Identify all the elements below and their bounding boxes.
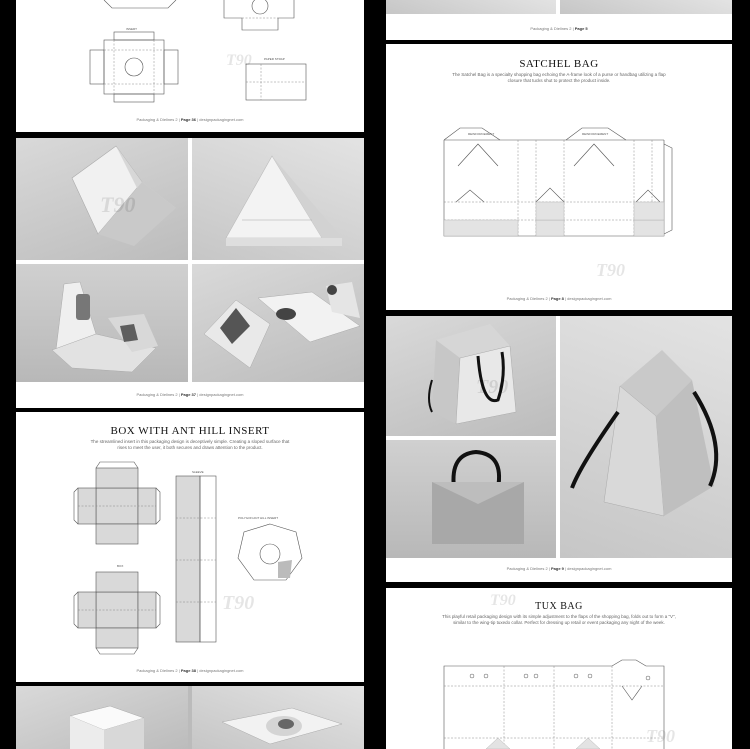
page-footer: Packaging & Dielines 2 | Page 5 bbox=[530, 26, 588, 31]
page-description: The Satchel Bag is a specialty shopping bag echoing the A-frame look of a purse or handbag utilizing a flap closure that tucks shut to protect the product inside. bbox=[452, 72, 666, 83]
photo-page-9 bbox=[386, 316, 732, 582]
product-photo-insert bbox=[192, 686, 364, 749]
footer-text: Packaging & Dielines 2 bbox=[136, 392, 178, 397]
page-title: SATCHEL BAG bbox=[519, 58, 599, 70]
footer-site: designpackagingnet.com bbox=[567, 296, 612, 301]
page-footer: Packaging & Dielines 2 | Page 8 | designpackagingnet.com bbox=[506, 296, 612, 301]
product-photo-satchel-2 bbox=[386, 440, 556, 558]
photo-page-39 bbox=[16, 686, 364, 749]
page-footer: Packaging & Dielines 2 | Page 9 | designpackagingnet.com bbox=[506, 566, 612, 571]
dieline-label-insert: POLYGON ANT HILL INSERT bbox=[238, 516, 279, 520]
dieline-page-10 bbox=[386, 588, 732, 749]
footer-page-number: Page 36 bbox=[180, 117, 196, 122]
footer-page-number: Page 37 bbox=[180, 392, 196, 397]
footer-site: designpackagingnet.com bbox=[199, 392, 244, 397]
right-column bbox=[372, 0, 750, 749]
dieline-label-strap: PAPER STRAP bbox=[264, 57, 285, 61]
product-photo-satchel-1 bbox=[386, 316, 556, 436]
watermark-logo: T90 bbox=[226, 52, 252, 69]
footer-page-number: Page 5 bbox=[574, 26, 588, 31]
watermark-logo: T90 bbox=[490, 592, 516, 609]
footer-text: Packaging & Dielines 2 bbox=[506, 566, 548, 571]
footer-site: designpackagingnet.com bbox=[567, 566, 612, 571]
photo-page-5 bbox=[386, 0, 732, 40]
product-photo-satchel-3 bbox=[560, 316, 732, 558]
page-footer: Packaging & Dielines 2 | Page 36 | designpackagingnet.com bbox=[136, 117, 244, 122]
product-photo-1 bbox=[16, 138, 188, 260]
dieline-label-sleeve: SLEEVE bbox=[192, 470, 204, 474]
product-photo-top-left bbox=[386, 0, 556, 14]
product-photo-3 bbox=[16, 264, 188, 382]
dieline-drawing bbox=[386, 588, 732, 749]
footer-page-number: Page 38 bbox=[180, 668, 196, 673]
dieline-label-right: REINFORCEMENT bbox=[582, 132, 609, 136]
dieline-drawing bbox=[386, 44, 732, 310]
photo-page-37 bbox=[16, 138, 364, 408]
footer-text: Packaging & Dielines 2 bbox=[136, 117, 178, 122]
page-description: The streamlined insert in this packaging design is deceptively simple. Creating a sloped surface that rises to meet the user, it both secures and draws attention to the product. bbox=[90, 439, 290, 450]
product-photo-top-right bbox=[560, 0, 732, 14]
product-photo-box bbox=[16, 686, 188, 749]
watermark-logo: T90 bbox=[222, 592, 255, 614]
left-column bbox=[0, 0, 370, 749]
product-photo-2 bbox=[192, 138, 364, 260]
footer-text: Packaging & Dielines 2 bbox=[506, 296, 548, 301]
dieline-page-36 bbox=[16, 0, 364, 132]
page-footer: Packaging & Dielines 2 | Page 37 | designpackagingnet.com bbox=[136, 392, 244, 397]
dieline-label-insert: INSERT bbox=[126, 27, 137, 31]
dieline-label-box: BOX bbox=[117, 564, 124, 568]
footer-text: Packaging & Dielines 2 bbox=[136, 668, 178, 673]
footer-site: designpackagingnet.com bbox=[199, 668, 244, 673]
dieline-page-38 bbox=[16, 412, 364, 682]
page-title: TUX BAG bbox=[535, 601, 583, 612]
dieline-drawing bbox=[16, 0, 364, 132]
footer-text: Packaging & Dielines 2 bbox=[530, 26, 572, 31]
footer-site: designpackagingnet.com bbox=[199, 117, 244, 122]
footer-page-number: Page 8 bbox=[550, 296, 564, 301]
page-description: This playful retail packaging design with its simple adjustment to the flaps of the shopping bag, folds out to form a "V", similar to the wing-tip tuxedo collar. Perfect for dressing up retail or event packaging any night of the week. bbox=[442, 614, 676, 625]
page-footer: Packaging & Dielines 2 | Page 38 | designpackagingnet.com bbox=[136, 668, 244, 673]
watermark-logo: T90 bbox=[646, 726, 675, 746]
watermark-logo: T90 bbox=[596, 260, 625, 280]
dieline-page-8 bbox=[386, 44, 732, 310]
page-title: BOX WITH ANT HILL INSERT bbox=[110, 425, 270, 437]
dieline-drawing bbox=[16, 412, 364, 682]
dieline-label-left: REINFORCEMENT bbox=[468, 132, 495, 136]
product-photo-4 bbox=[192, 264, 364, 382]
footer-page-number: Page 9 bbox=[550, 566, 564, 571]
